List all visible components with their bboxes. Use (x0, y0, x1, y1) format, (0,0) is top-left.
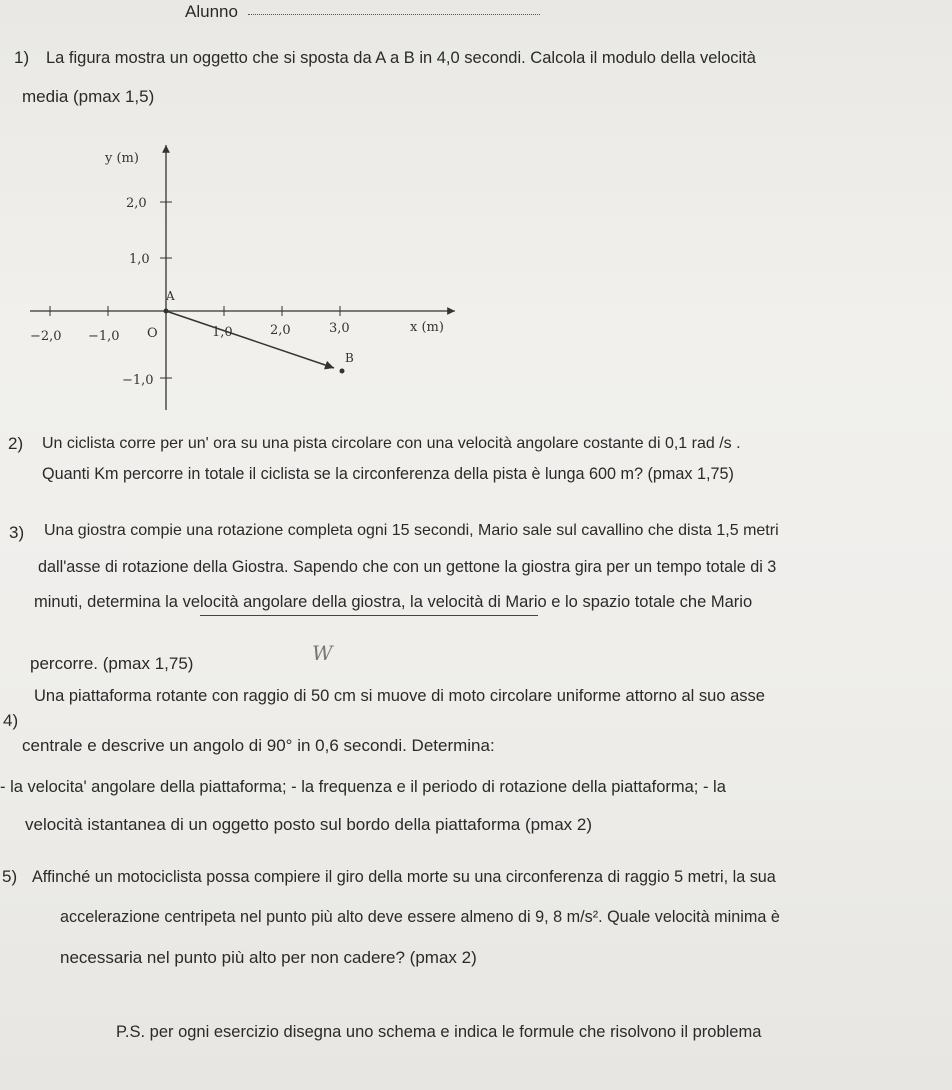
student-label: Alunno (185, 2, 238, 21)
q5-line2: accelerazione centripeta nel punto più alto deve essere almeno di 9, 8 m/s². Quale velocità minima è (60, 908, 780, 926)
q3-line3: minuti, determina la velocità angolare della giostra, la velocità di Mario e lo spazio totale che Mario (34, 593, 753, 611)
handwritten-mark: W (312, 641, 333, 665)
q4-line3: - la velocita' angolare della piattaforma; - la frequenza e il periodo di rotazione della piattaforma; - la (0, 778, 726, 796)
q4-line1: Una piattaforma rotante con raggio di 50 cm si muove di moto circolare uniforme attorno al suo asse (34, 687, 765, 705)
x-tick-2: 2,0 (270, 323, 291, 338)
y-tick-2: 2,0 (126, 196, 147, 211)
q1-line1: La figura mostra un oggetto che si sposta da A a B in 4,0 secondi. Calcola il modulo della velocità (46, 49, 756, 67)
q1-line2: media (pmax 1,5) (22, 87, 155, 106)
position-figure (0, 140, 470, 415)
ps-note: P.S. per ogni esercizio disegna uno schema e indica le formule che risolvono il problema (116, 1023, 762, 1041)
y-tick-neg1: −1,0 (122, 373, 154, 388)
x-tick-3: 3,0 (329, 321, 350, 336)
q5-line3: necessaria nel punto più alto per non cadere? (pmax 2) (60, 948, 477, 967)
q3-number: 3) (9, 523, 25, 542)
q4-line2: centrale e descrive un angolo di 90° in 0,6 secondi. Determina: (22, 736, 495, 755)
x-tick-1: 1,0 (212, 325, 233, 340)
q3-line2: dall'asse di rotazione della Giostra. Sapendo che con un gettone la giostra gira per un tempo totale di 3 (38, 558, 777, 576)
q4-line4: velocità istantanea di un oggetto posto sul bordo della piattaforma (pmax 2) (25, 815, 593, 834)
q2-line1: Un ciclista corre per un' ora su una pista circolare con una velocità angolare costante di 0,1 rad /s . (42, 435, 741, 452)
q5-line1: Affinché un motociclista possa compiere il giro della morte su una circonferenza di raggio 5 metri, la sua (32, 868, 776, 886)
y-axis-label: y (m) (105, 151, 139, 166)
q3-underline (200, 615, 538, 616)
q4-number: 4) (3, 711, 19, 730)
point-b-label: B (345, 351, 354, 365)
q5-number: 5) (2, 867, 18, 886)
x-tick-neg2: −2,0 (30, 329, 62, 344)
q1-number: 1) (14, 48, 30, 67)
x-axis-label: x (m) (410, 320, 444, 335)
point-b (340, 369, 345, 374)
point-a-label: A (166, 289, 175, 303)
origin-label: O (147, 326, 158, 341)
q3-line4: percorre. (pmax 1,75) (30, 654, 194, 673)
q2-line2: Quanti Km percorre in totale il ciclista se la circonferenza della pista è lunga 600 m? (pmax 1,75) (42, 465, 734, 483)
q3-line1: Una giostra compie una rotazione completa ogni 15 secondi, Mario sale sul cavallino che dista 1,5 metri (44, 522, 779, 539)
point-a (164, 309, 169, 314)
q2-number: 2) (8, 434, 24, 453)
y-tick-1: 1,0 (129, 252, 150, 267)
x-tick-neg1: −1,0 (88, 329, 120, 344)
student-name-line (248, 14, 540, 15)
displacement-vector (166, 311, 334, 368)
